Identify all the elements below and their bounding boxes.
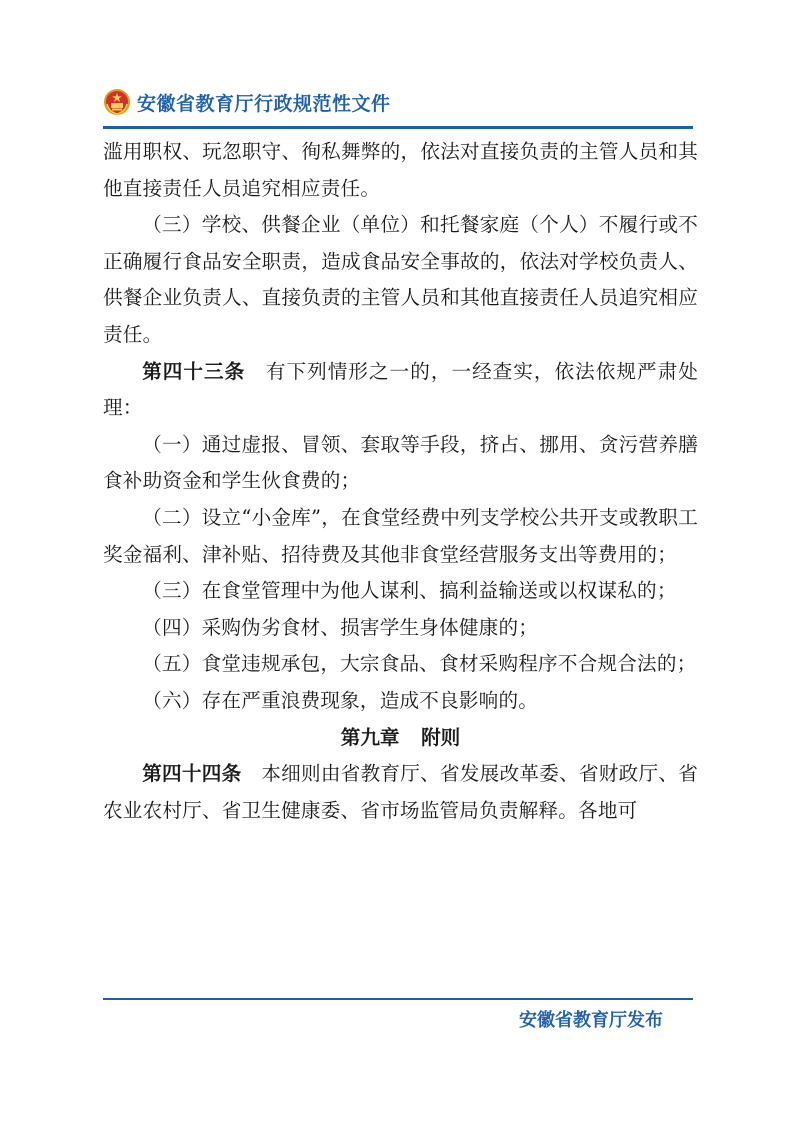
- article-43: [103, 354, 698, 427]
- header-divider: [103, 126, 693, 129]
- footer-publisher: 安徽省教育厅发布: [519, 1010, 663, 1031]
- article-43-text: 有下列情形之一的，一经查实，依法依规严肃处理：: [103, 359, 699, 420]
- article-43-label: 第四十三条: [142, 359, 246, 383]
- chapter-title: 附则: [421, 725, 461, 749]
- paragraph-item-3: （三）在食堂管理中为他人谋利、搞利益输送或以权谋私的；: [142, 579, 677, 603]
- paragraph-2: （三）学校、供餐企业（单位）和托餐家庭（个人）不履行或不正确履行食品安全职责，造成食品安全事故的，依法对学校负责人、供餐企业负责人、直接负责的主管人员和其他直接责任人员追究相应责任。: [103, 213, 698, 346]
- footer-divider: [103, 998, 693, 1000]
- article-44: [103, 756, 698, 829]
- header-title: 安徽省教育厅行政规范性文件: [137, 92, 391, 115]
- paragraph-item-5: （五）食堂违规承包，大宗食品、食材采购程序不合规合法的；: [142, 652, 697, 676]
- article-44-text: 本细则由省教育厅、省发展改革委、省财政厅、省农业农村厅、省卫生健康委、省市场监管局负责解释。各地可: [103, 762, 699, 822]
- document-header: [103, 85, 391, 119]
- paragraph-item-6: （六）存在严重浪费现象，造成不良影响的。: [142, 688, 539, 712]
- paragraph-1: 滥用职权、玩忽职守、徇私舞弊的，依法对直接负责的主管人员和其他直接责任人员追究相应责任。: [103, 140, 698, 200]
- paragraph-item-1: （一）通过虚报、冒领、套取等手段，挤占、挪用、贪污营养膳食补助资金和学生伙食费的；: [103, 432, 698, 493]
- document-body: [103, 134, 698, 829]
- chapter-heading: [103, 720, 698, 757]
- paragraph-item-4: （四）采购伪劣食材、损害学生身体健康的；: [142, 615, 539, 639]
- national-emblem-icon: [103, 88, 131, 116]
- chapter-number: 第九章: [340, 725, 400, 749]
- article-44-label: 第四十四条: [142, 762, 242, 786]
- paragraph-item-2: （二）设立“小金库”，在食堂经费中列支学校公共开支或教职工奖金福利、津补贴、招待费及其他非食堂经营服务支出等费用的；: [103, 505, 698, 566]
